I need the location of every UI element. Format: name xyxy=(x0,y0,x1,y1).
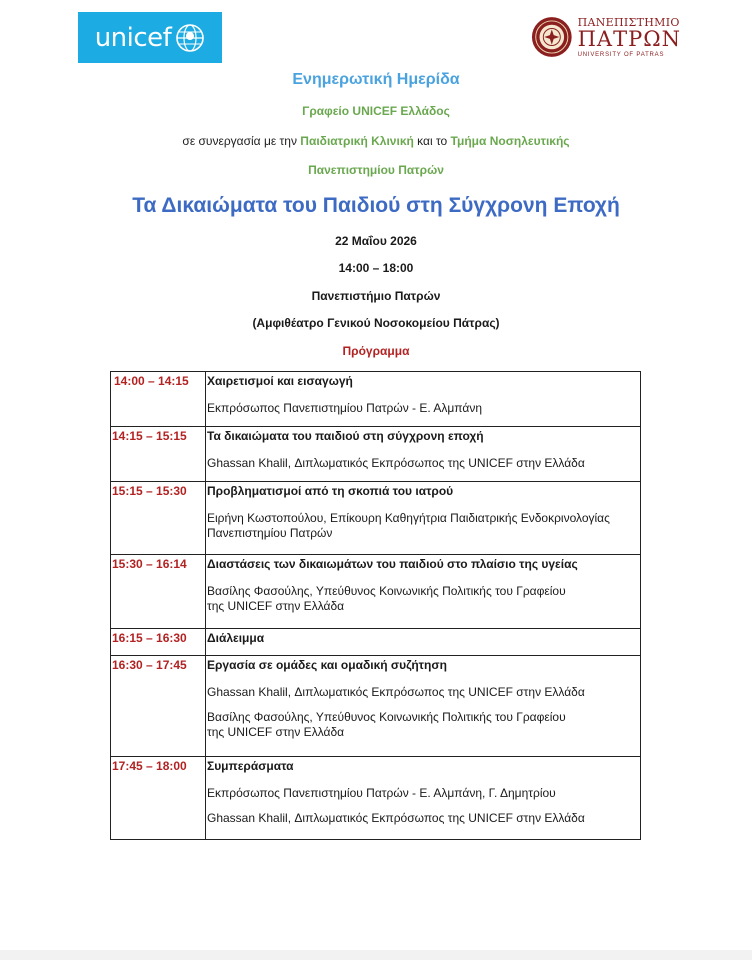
schedule-session-cell xyxy=(206,427,641,482)
unicef-logo-word: unicef xyxy=(94,22,172,53)
unicef-logo xyxy=(78,12,222,63)
session-speaker: Ghassan Khalil, Διπλωματικός Εκπρόσωπος της UNICEF στην Ελλάδα xyxy=(207,456,585,470)
session-title: Τα δικαιώματα του παιδιού στη σύγχρονη εποχή xyxy=(207,429,484,443)
schedule-row xyxy=(111,656,641,757)
session-title: Διαστάσεις των δικαιωμάτων του παιδιού στο πλαίσιο της υγείας xyxy=(207,557,578,571)
schedule-time-cell xyxy=(111,757,206,840)
schedule-row xyxy=(111,757,641,840)
university-of-patras-logo xyxy=(531,14,681,60)
schedule-session-cell xyxy=(206,757,641,840)
program-heading: Πρόγραμμα xyxy=(342,344,410,358)
schedule-time-cell xyxy=(111,482,206,555)
university-logo-text xyxy=(578,17,681,58)
session-speaker: Ghassan Khalil, Διπλωματικός Εκπρόσωπος της UNICEF στην Ελλάδα xyxy=(207,685,585,699)
event-date: 22 Μαΐου 2026 xyxy=(335,234,417,248)
session-time: 14:15 – 15:15 xyxy=(112,429,187,443)
schedule-session-cell xyxy=(206,629,641,656)
session-speaker: Εκπρόσωπος Πανεπιστημίου Πατρών - Ε. Αλμπάνη, Γ. Δημητρίου xyxy=(207,786,556,800)
session-title: Διάλειμμα xyxy=(207,631,265,645)
session-title: Προβληματισμοί από τη σκοπιά του ιατρού xyxy=(207,484,454,498)
schedule-row xyxy=(111,555,641,629)
session-time: 15:30 – 16:14 xyxy=(112,557,187,571)
schedule-session-cell xyxy=(206,656,641,757)
session-time: 14:00 – 14:15 xyxy=(114,374,189,388)
schedule-time-cell xyxy=(111,555,206,629)
session-time: 17:45 – 18:00 xyxy=(112,759,187,773)
schedule-time-cell xyxy=(111,427,206,482)
partners-line xyxy=(0,134,752,148)
partner-department: Τμήμα Νοσηλευτικής xyxy=(450,134,570,148)
schedule-row xyxy=(111,427,641,482)
schedule-time-cell xyxy=(111,656,206,757)
session-time: 16:30 – 17:45 xyxy=(112,658,187,672)
session-time: 15:15 – 15:30 xyxy=(112,484,187,498)
session-title: Συμπεράσματα xyxy=(207,759,294,773)
schedule-table xyxy=(110,371,641,840)
page-bottom-band xyxy=(0,950,752,960)
schedule-session-cell xyxy=(206,555,641,629)
session-speaker: Ghassan Khalil, Διπλωματικός Εκπρόσωπος της UNICEF στην Ελλάδα xyxy=(207,811,585,825)
schedule-row xyxy=(111,629,641,656)
session-speaker: Ειρήνη Κωστοπούλου, Επίκουρη Καθηγήτρια Παιδιατρικής Ενδοκρινολογίας Πανεπιστημίου Πατρών xyxy=(207,511,610,540)
schedule-time-cell xyxy=(111,629,206,656)
session-speaker: Εκπρόσωπος Πανεπιστημίου Πατρών - Ε. Αλμπάνη xyxy=(207,401,483,415)
unicef-emblem-icon xyxy=(175,23,205,53)
event-venue-detail: (Αμφιθέατρο Γενικού Νοσοκομείου Πάτρας) xyxy=(252,316,500,330)
event-venue: Πανεπιστήμιο Πατρών xyxy=(311,289,441,303)
university-name: Πανεπιστημίου Πατρών xyxy=(308,163,444,177)
university-logo-line3: UNIVERSITY OF PATRAS xyxy=(577,51,665,58)
session-title: Εργασία σε ομάδες και ομαδική συζήτηση xyxy=(207,658,447,672)
university-seal-icon xyxy=(531,15,573,59)
schedule-session-cell xyxy=(206,482,641,555)
event-title: Τα Δικαιώματα του Παιδιού στη Σύγχρονη Εποχή xyxy=(132,194,620,217)
university-logo-line1: ΠΑΝΕΠΙΣΤΗΜΙΟ xyxy=(577,15,680,29)
organizer-office: Γραφείο UNICEF Ελλάδος xyxy=(302,104,450,118)
session-title: Χαιρετισμοί και εισαγωγή xyxy=(207,374,353,388)
schedule-time-cell xyxy=(111,372,206,427)
partner-clinic: Παιδιατρική Κλινική xyxy=(300,134,414,148)
schedule-session-cell xyxy=(206,372,641,427)
partners-and: και το xyxy=(413,134,451,148)
session-speaker: Βασίλης Φασούλης, Υπεύθυνος Κοινωνικής Πολιτικής του Γραφείου της UNICEF στην Ελλάδα xyxy=(207,584,566,613)
partners-prefix: σε συνεργασία με την xyxy=(182,134,301,148)
session-speaker: Βασίλης Φασούλης, Υπεύθυνος Κοινωνικής Πολιτικής του Γραφείου της UNICEF στην Ελλάδα xyxy=(207,710,566,739)
event-time: 14:00 – 18:00 xyxy=(338,261,414,275)
event-type: Ενημερωτική Ημερίδα xyxy=(292,71,460,88)
university-logo-line2: ΠΑΤΡΩΝ xyxy=(577,26,681,51)
schedule-row xyxy=(111,482,641,555)
schedule-row xyxy=(111,372,641,427)
session-time: 16:15 – 16:30 xyxy=(112,631,187,645)
